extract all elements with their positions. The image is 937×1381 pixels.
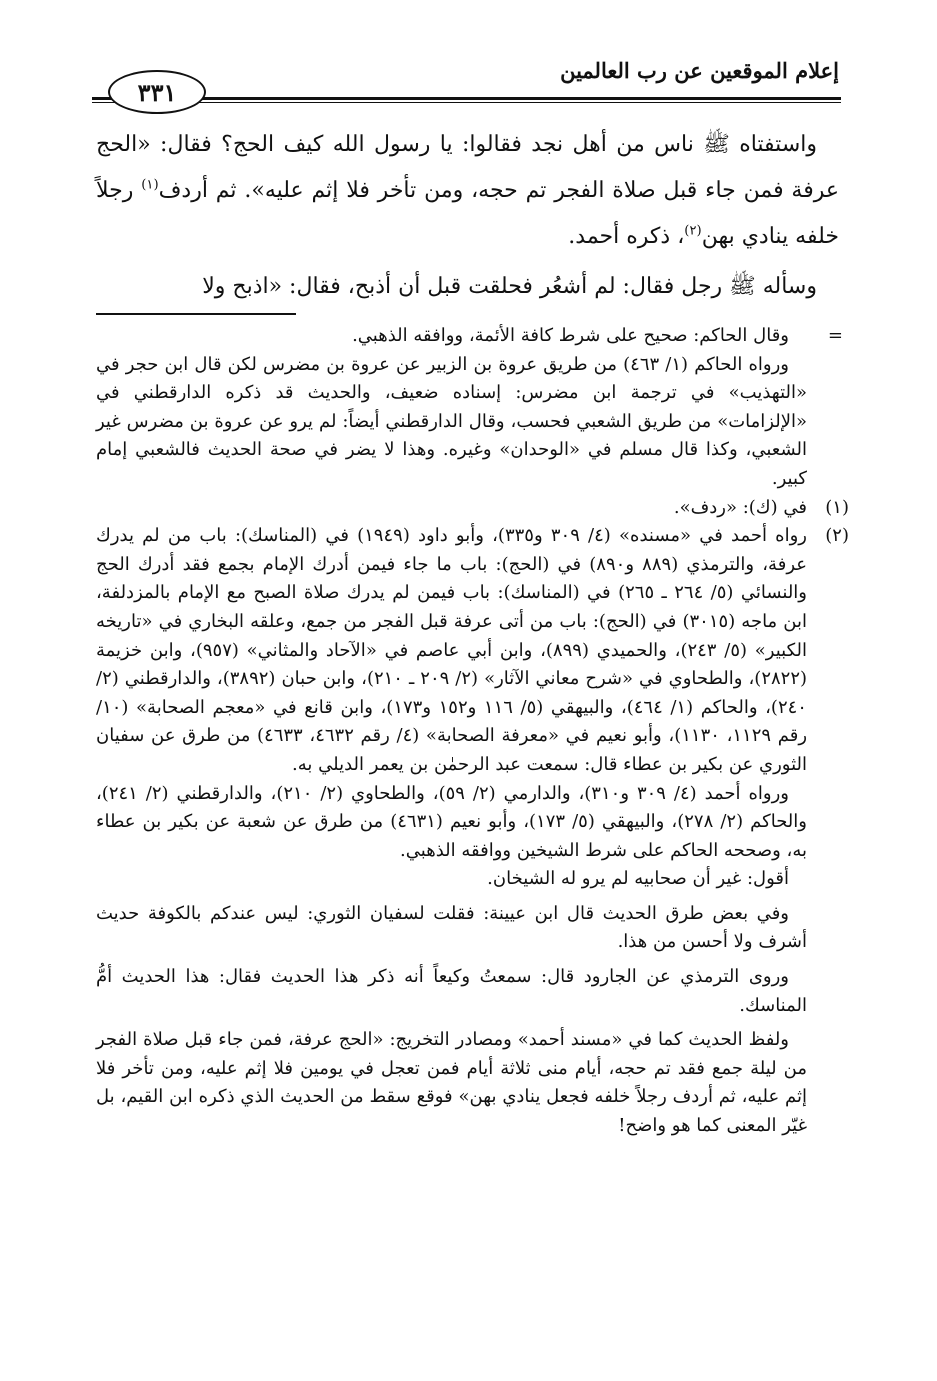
footnote-ref-1[interactable]: (١) [141,177,159,193]
main-text [96,122,839,310]
footnote-1-marker: (١) [825,496,849,518]
main-paragraph-1 [96,122,839,260]
footnote-continuation [96,322,849,494]
page-number-badge [108,70,206,114]
footnote-1-text: في (ك): «ردف». [673,496,807,518]
header-rule-thin [92,102,841,103]
footnote-2-para-6: ولفظ الحديث كما في «مسند أحمد» ومصادر التخريج: «الحج عرفة، فمن جاء قبل صلاة الفجر من ليلة جمع فقد تم حجه، أيام منى ثلاثة أيام فمن تعجل في يومين فلا إثم عليه، ومن تأخر فلا إثم عليه، ثم أردف رجلاً خلفه فجعل ينادي بهن» فوقع سقط من الحديث الذي ذكره ابن القيم، بل غيّر المعنى كما هو واضح! [96,1029,807,1137]
footnotes [96,322,849,1141]
footnote-2 [96,522,849,1140]
footnote-2-para-5: وروى الترمذي عن الجارود قال: سمعتُ وكيعاً أنه ذكر هذا الحديث فقال: هذا الحديث أمُّ المناسك. [96,966,807,1016]
footnote-2-para-2: ورواه أحمد (٤/ ٣٠٩ و٣١٠)، والدارمي (٢/ ٥٩)، والطحاوي (٢/ ٢١٠)، والدارقطني (٢/ ٢٤١)، والحاكم (٢/ ٢٧٨)، والبيهقي (٥/ ١٧٣)، وأبو نعيم (٤٦٣١) من طرق عن شعبة عن بكير بن عطاء به، وصححه الحاكم على شرط الشيخين ووافقه الذهبي. [96,782,807,861]
footnote-1 [96,494,849,523]
footnote-separator [96,313,296,315]
main-p1-end: ، ذكره أحمد. [568,224,685,249]
footnote-2-para-3: أقول: غير أن صحابيه لم يرو له الشيخان. [487,868,789,890]
main-p1-mid: رجلاً خلفه ينادي بهن [96,178,839,249]
footnote-2-para-4: وفي بعض طرق الحديث قال ابن عيينة: فقلت لسفيان الثوري: ليس عندكم بالكوفة حديث أشرف ولا أحسن من هذا. [96,902,807,953]
continuation-marker: = [827,325,843,346]
running-title: إعلام الموقعين عن رب العالمين [560,58,839,83]
footnote-2-marker: (٢) [825,525,849,547]
main-p1-text: واستفتاه ﷺ ناس من أهل نجد فقالوا: يا رسول الله كيف الحج؟ فقال: «الحج عرفة فمن جاء قبل صلاة الفجر تم حجه، ومن تأخر فلا إثم عليه». ثم أردف [96,132,839,203]
main-paragraph-2: وسأله ﷺ رجل فقال: لم أشعُر فحلقت قبل أن أذبح، فقال: «اذبح ولا [202,274,817,299]
footnote-ref-2[interactable]: (٢) [684,223,702,239]
footnote-cont-line-1: وقال الحاكم: صحيح على شرط كافة الأئمة، ووافقه الذهبي. [352,325,789,346]
page-number: ٣٣١ [137,77,177,107]
footnote-2-text: رواه أحمد في «مسنده» (٤/ ٣٠٩ و٣٣٥)، وأبو داود (١٩٤٩) في (المناسك): باب من لم يدرك عرفة، والترمذي (٨٨٩ و٨٩٠) في (الحج): باب ما جاء فيمن أدرك الإمام بجمع فقد أدرك الحج والنسائي (٥/ ٢٦٤ ـ ٢٦٥) في (المناسك): باب فيمن لم يدرك صلاة الصبح مع الإمام بالمزدلفة، ابن ماجه (٣٠١٥) في (الحج): باب من أتى عرفة قبل الفجر من جمع، وعلقه البخاري في «تاريخه الكبير» (٥/ ٢٤٣)، والحميدي (٨٩٩)، وابن أبي عاصم في «الآحاد والمثاني» (٩٥٧)، وابن خزيمة (٢٨٢٢)، والطحاوي في «شرح معاني الآثار» (٢/ ٢٠٩ ـ ٢١٠)، وابن حبان (٣٨٩٢)، والدارقطني (٢/ ٢٤٠)، والحاكم (١/ ٤٦٤)، والبيهقي (٥/ ١١٦ و١٥٢ و١٧٣)، وابن قانع في «معجم الصحابة» (١٠/ رقم ١١٢٩، ١١٣٠)، وأبو نعيم في «معرفة الصحابة» (٤/ رقم ٤٦٣٢، ٤٦٣٣) من طرق عن سفيان الثوري عن بكير بن عطاء قال: سمعت عبد الرحمٰن بن يعمر الديلي به. [96,525,808,775]
footnote-cont-para-2: ورواه الحاكم (١/ ٤٦٣) من طريق عروة بن الزبير عن عروة بن مضرس لكن قال ابن حجر في «التهذيب» في ترجمة ابن مضرس: إسناده ضعيف، والحديث قد ذكره الدارقطني في «الإلزامات» من طريق الشعبي فحسب، وقال الدارقطني أيضاً: لم يرو عن عروة بن مضرس غير الشعبي، وكذا قال مسلم في «الوحدان» وغيره. وهذا لا يضر في صحة الحديث فالشعبي إمام كبير. [96,353,807,489]
